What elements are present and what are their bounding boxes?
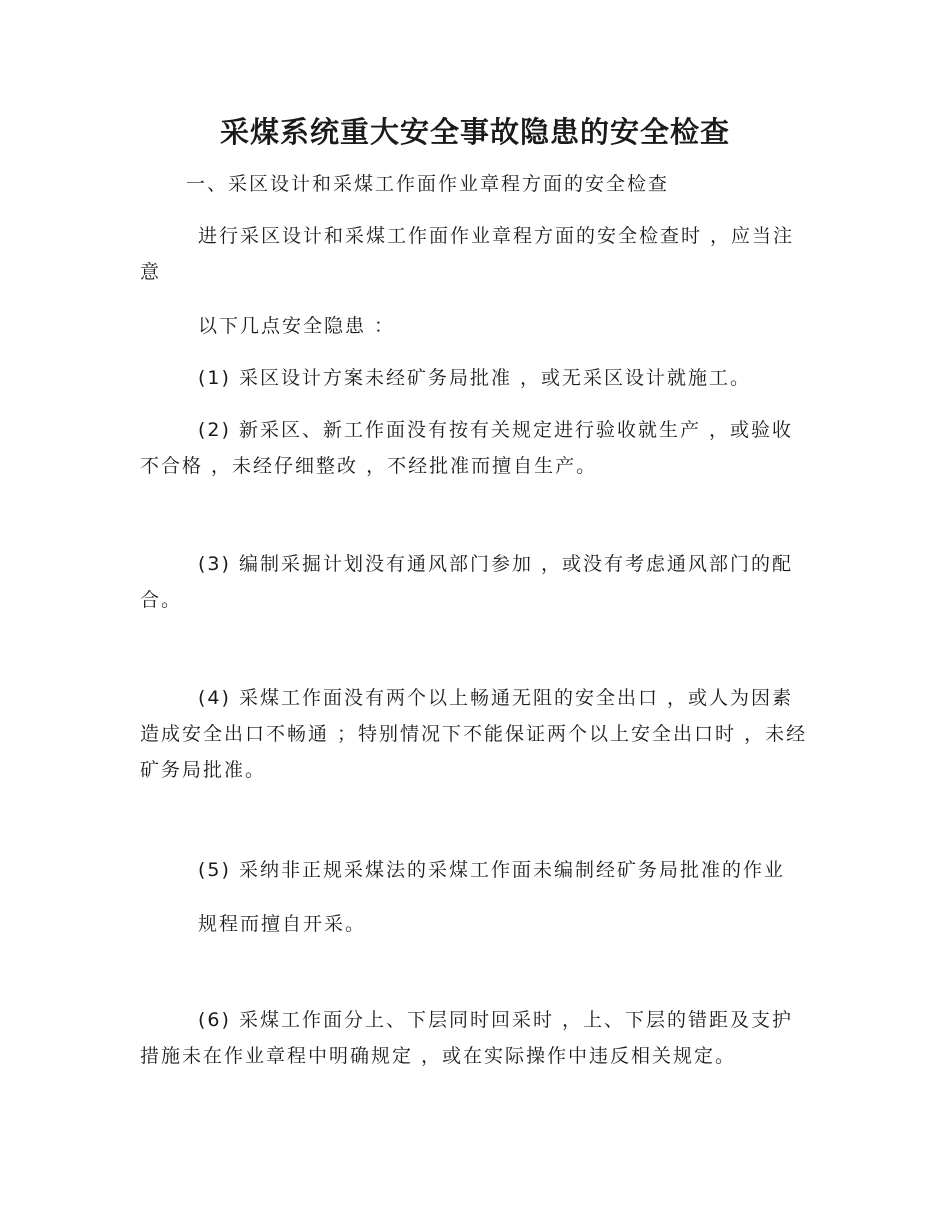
section-heading: 一、采区设计和采煤工作面作业章程方面的安全检查: [186, 173, 670, 195]
list-item: (3) 编制采掘计划没有通风部门参加 ，或没有考虑通风部门的配合。: [140, 553, 793, 611]
list-item: (6) 采煤工作面分上、下层同时回采时 ，上、下层的错距及支护措施未在作业章程中明确规定 ，或在实际操作中违反相关规定。: [140, 1009, 793, 1067]
intro-paragraph: 进行采区设计和采煤工作面作业章程方面的安全检查时 ，应当注意: [140, 225, 795, 283]
document-title: 采煤系统重大安全事故隐患的安全检查: [219, 115, 730, 149]
list-item: (4) 采煤工作面没有两个以上畅通无阻的安全出口 ，或人为因素造成安全出口不畅通 ；特别情况下不能保证两个以上安全出口时 ，未经矿务局批准。: [140, 687, 808, 781]
list-item: (2) 新采区、新工作面没有按有关规定进行验收就生产 ，或验收不合格 ，未经仔细整改 ，不经批准而擅自生产。: [140, 419, 793, 477]
list-item: (5) 采纳非正规采煤法的采煤工作面未编制经矿务局批准的作业: [198, 859, 785, 881]
intro-paragraph-continued: 以下几点安全隐患 ：: [198, 315, 396, 337]
list-item-continued: 规程而擅自开采。: [198, 913, 367, 935]
list-item: (1) 采区设计方案未经矿务局批准 ，或无采区设计就施工。: [198, 367, 751, 389]
